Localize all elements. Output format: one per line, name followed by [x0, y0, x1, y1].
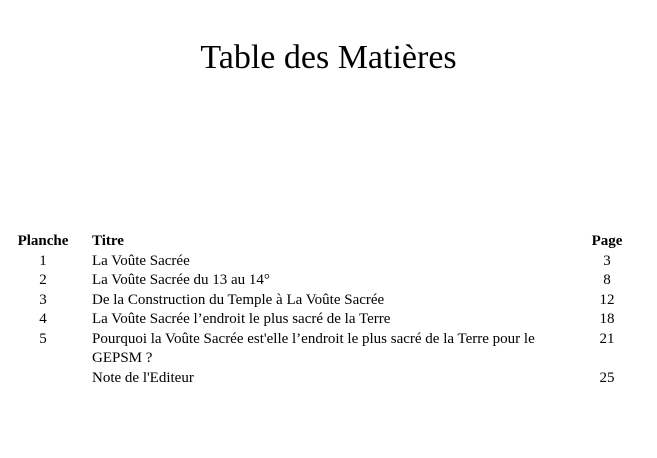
row-title: Note de l'Editeur — [92, 369, 194, 386]
toc-row — [0, 330, 657, 369]
header-planche: Planche — [17, 233, 69, 249]
row-title: La Voûte Sacrée du 13 au 14° — [92, 272, 270, 288]
header-page: Page — [591, 233, 623, 249]
row-planche-number: 5 — [39, 330, 47, 347]
toc-header-row — [0, 232, 657, 252]
row-title: La Voûte Sacrée l’endroit le plus sacré de la Terre — [92, 311, 391, 327]
page-title: Table des Matières — [200, 39, 457, 76]
row-planche-number: 3 — [39, 291, 47, 308]
row-page-number: 8 — [603, 272, 611, 288]
row-title: Pourquoi la Voûte Sacrée est'elle l’endroit le plus sacré de la Terre pour le GEPSM ? — [92, 330, 535, 366]
row-title: La Voûte Sacrée — [92, 252, 190, 269]
row-page-number: 25 — [599, 369, 615, 386]
row-planche-number: 4 — [39, 311, 47, 327]
toc-row — [0, 271, 657, 291]
row-page-number: 3 — [603, 252, 611, 269]
toc-row — [0, 310, 657, 330]
toc-row — [0, 369, 657, 389]
toc-row — [0, 252, 657, 272]
row-planche-number: 1 — [39, 252, 47, 269]
table-of-contents — [0, 232, 657, 388]
row-page-number: 21 — [599, 330, 615, 347]
row-page-number: 12 — [599, 291, 615, 308]
row-page-number: 18 — [599, 311, 615, 327]
header-titre: Titre — [92, 233, 124, 249]
row-planche-number: 2 — [39, 272, 47, 288]
toc-row — [0, 291, 657, 311]
row-title: De la Construction du Temple à La Voûte Sacrée — [92, 291, 385, 308]
